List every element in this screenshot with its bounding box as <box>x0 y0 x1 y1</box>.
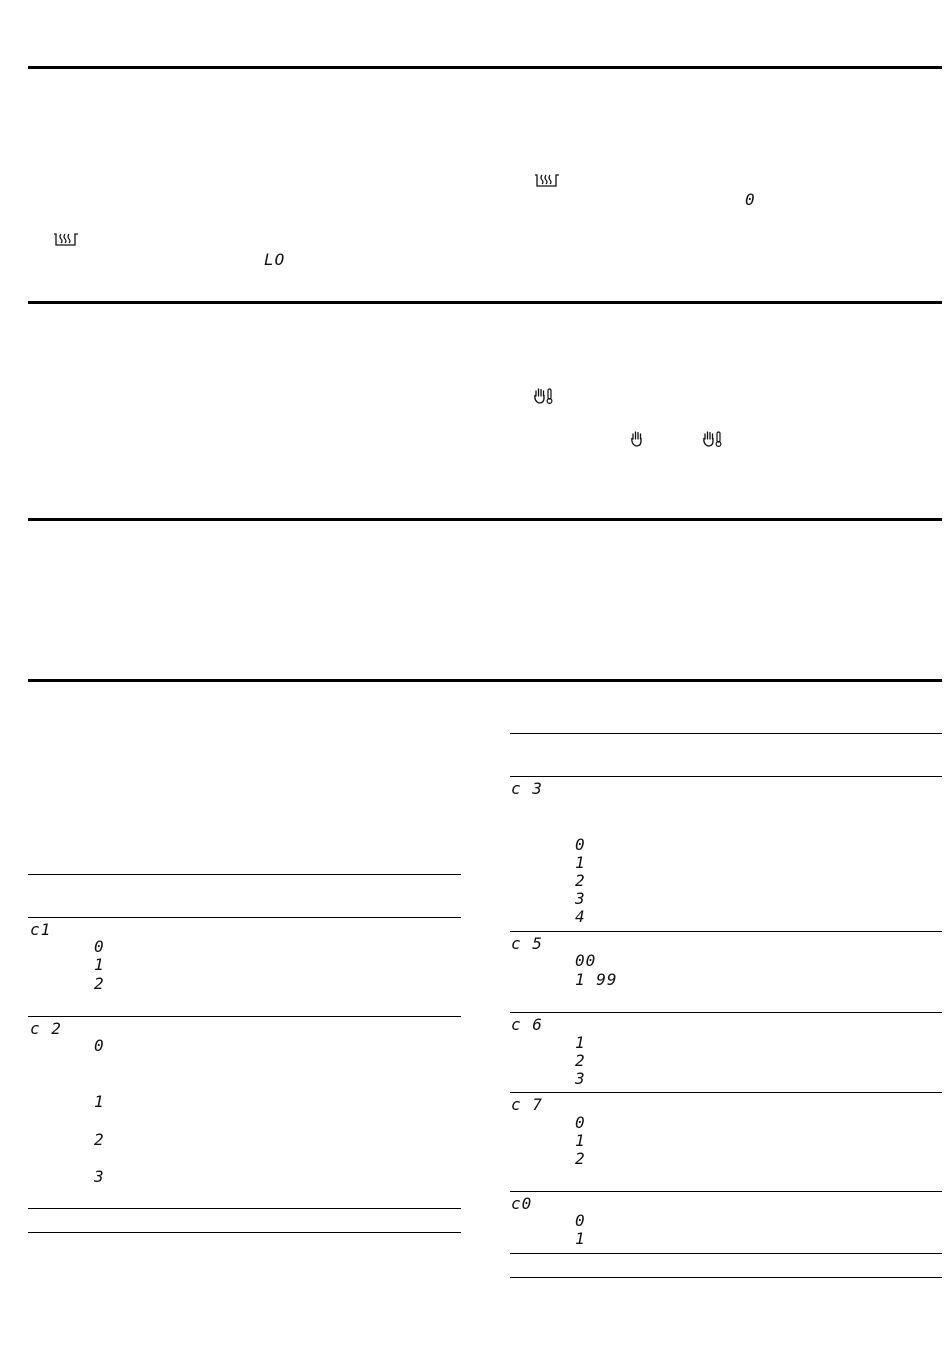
setting-value: 3 <box>575 1069 586 1088</box>
keep-warm-icon <box>52 231 80 247</box>
setting-value: 1 <box>575 1229 586 1248</box>
section-rule-2 <box>28 301 942 304</box>
table-rule <box>510 1277 942 1278</box>
setting-value: 2 <box>94 1130 105 1149</box>
setting-code: c0 <box>511 1194 533 1213</box>
setting-value: 0 <box>94 1036 105 1055</box>
setting-value: 3 <box>94 1167 105 1186</box>
setting-value: 4 <box>575 907 586 926</box>
hand-thermometer-icon <box>533 387 555 405</box>
hand-thermometer-icon <box>702 430 724 448</box>
setting-value: 3 <box>575 889 586 908</box>
section-rule-1 <box>28 66 942 69</box>
setting-value: 2 <box>575 871 586 890</box>
setting-code: c1 <box>30 920 52 939</box>
table-rule <box>28 874 461 875</box>
setting-value: 1 <box>575 1131 586 1150</box>
setting-value: 1 <box>94 955 105 974</box>
setting-value: 0 <box>575 835 586 854</box>
table-rule <box>510 1092 942 1093</box>
setting-value: 0 <box>94 937 105 956</box>
setting-value: 2 <box>575 1051 586 1070</box>
setting-code: c 2 <box>30 1019 62 1038</box>
table-rule <box>28 917 461 918</box>
table-rule <box>510 1253 942 1254</box>
setting-value: 1 <box>94 1092 105 1111</box>
setting-value: 2 <box>575 1149 586 1168</box>
section-rule-3 <box>28 518 942 521</box>
table-rule <box>510 931 942 932</box>
setting-code: c 7 <box>511 1095 543 1114</box>
setting-value: 0 <box>575 1211 586 1230</box>
setting-value: 0 <box>575 1113 586 1132</box>
keep-warm-icon <box>533 172 561 188</box>
setting-code: c 6 <box>511 1015 543 1034</box>
setting-value: 1 99 <box>575 970 618 989</box>
table-rule <box>28 1208 461 1209</box>
table-rule <box>510 1191 942 1192</box>
display-value: LO <box>264 250 286 269</box>
table-rule <box>28 1016 461 1017</box>
table-rule <box>510 1012 942 1013</box>
setting-value: 2 <box>94 974 105 993</box>
setting-value: 1 <box>575 853 586 872</box>
display-value: 0 <box>745 190 756 209</box>
setting-code: c 3 <box>511 779 543 798</box>
hand-icon <box>630 430 644 448</box>
section-rule-4 <box>28 679 942 682</box>
setting-code: c 5 <box>511 934 543 953</box>
table-rule <box>28 1232 461 1233</box>
table-rule <box>510 733 942 734</box>
setting-value: 1 <box>575 1033 586 1052</box>
setting-value: 00 <box>575 951 597 970</box>
table-rule <box>510 776 942 777</box>
